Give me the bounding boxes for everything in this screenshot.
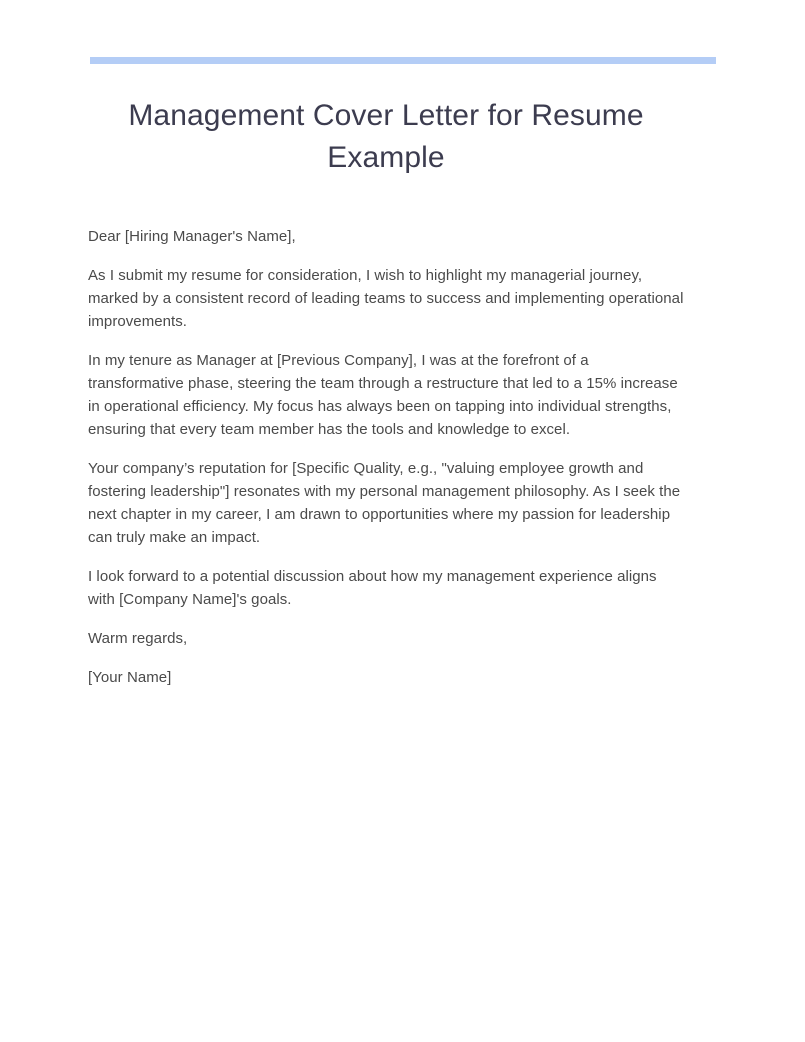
signature-line: [Your Name] [88,669,172,686]
header-accent-bar [90,57,716,64]
document-content [88,95,684,689]
closing-line: Warm regards, [88,630,188,647]
page-title: Management Cover Letter for Resume Example [128,99,644,174]
body-paragraph-4: I look forward to a potential discussion about how my management experience aligns with [Company Name]'s goals. [88,568,657,608]
body-paragraph-1: As I submit my resume for consideration, I wish to highlight my managerial journey, marked by a consistent record of leading teams to success and implementing operational improvements. [88,267,684,330]
body-paragraph-2: In my tenure as Manager at [Previous Company], I was at the forefront of a transformative phase, steering the team through a restructure that led to a 15% increase in operational efficiency. My focus has always been on tapping into individual strengths, ensuring that every team member has the tools and knowledge to excel. [88,352,678,438]
letter-body [88,225,684,689]
body-paragraph-3: Your company’s reputation for [Specific Quality, e.g., "valuing employee growth and fostering leadership"] resonates with my personal management philosophy. As I seek the next chapter in my career, I am drawn to opportunities where my passion for leadership can truly make an impact. [88,460,681,546]
salutation: Dear [Hiring Manager's Name], [88,228,296,245]
